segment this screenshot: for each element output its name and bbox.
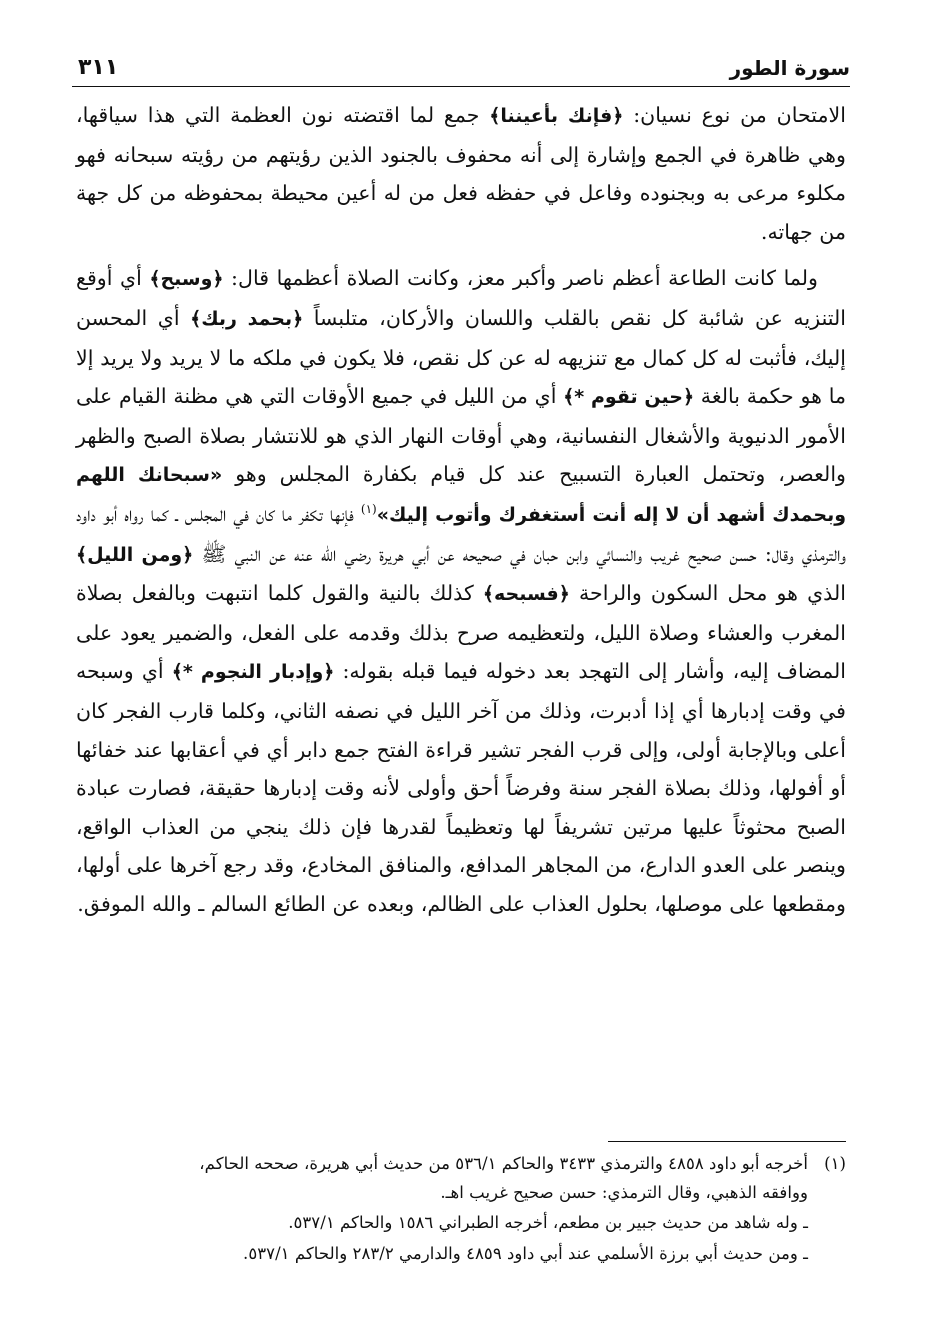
text-run: أي أوقع التنزيه عن شائبة كل نقص بالقلب واللسان والأركان، متلبساً [76, 266, 846, 330]
text-run: الامتحان من نوع نسيان: [623, 103, 846, 127]
quran-quote: ﴿وإدبار النجوم *﴾ [171, 661, 335, 684]
text-run: أي من الليل في جميع الأوقات التي هي مظنة القيام على الأمور الدنيوية والأشغال النفسانية، وهي أوقات النهار الذي هو للانتشار بصلاة الصبح والظهر والعصر، وتحتمل العبارة التسبيح عند كل قيام بكفارة المجلس وهو [76, 384, 847, 487]
text-run: ولما كانت الطاعة أعظم ناصر وأكبر معز، وكانت الصلاة أعظمها قال: [223, 266, 818, 291]
surah-title: سورة الطور [729, 56, 850, 80]
footnote-ref[interactable]: (١) [360, 502, 377, 517]
quran-quote: ﴿فسبحه﴾ [482, 583, 570, 606]
main-text [76, 96, 846, 923]
hadith-quote: «سبحانك اللهم وبحمدك أشهد أن لا إله أنت أستغفرك وأتوب إليك» [76, 464, 847, 526]
footnote-1 [150, 1150, 846, 1207]
footnote-text: أخرجه أبو داود ٤٨٥٨ والترمذي ٣٤٣٣ والحاكم ٥٣٦/١ من حديث أبي هريرة، صححه الحاكم، ووافقه الذهبي، وقال الترمذي: حسن صحيح غريب اهـ. [199, 1154, 808, 1202]
quran-quote: ﴿بحمد ربك﴾ [190, 307, 304, 330]
quran-quote: ﴿حين تقوم *﴾ [563, 386, 695, 409]
page-header [72, 44, 850, 87]
footnote-witness-2: ـ ومن حديث أبي برزة الأسلمي عند أبي داود ٤٨٥٩ والدارمي ٢٨٣/٢ والحاكم ٥٣٧/١. [243, 1243, 808, 1263]
footnote-number: (١) [824, 1154, 846, 1173]
quran-quote: ﴿وسبح﴾ [149, 268, 224, 291]
quran-quote: ﴿فإنك بأعيننا﴾ [489, 105, 624, 127]
page-number: ٣١١ [78, 55, 119, 80]
text-run: جمع لما اقتضته نون العظمة التي هذا سياقها، وهي ظاهرة في الجمع وإشارة إلى أنه محفوف بالجنود الذين رؤيتهم من رؤيته سبحانه فهو مكلوء مرعى به وبجنوده وفاعل في حفظه فعل من له أعين محيطة بمحفوظه من كل جهة من جهاته. [76, 103, 846, 244]
text-run: فإنها تكفر ما كان في المجلس ـ كما رواه أبو داود والترمذي وقال: حسن صحيح غريب والنسائي وابن حبان في صحيحه عن أبي هريرة رضي الله عنه عن النبي ﷺ [76, 501, 846, 566]
text-run: الذي هو محل السكون والراحة [569, 581, 846, 606]
footnotes [150, 1150, 846, 1268]
text-run: أي المحسن إليك، فأثبت له كل كمال مع تنزيهه له عن كل نقص، فلا يكون في ملكه ما لا يريد ولا يريد إلا ما هو حكمة بالغة [76, 305, 846, 409]
footnote-divider [608, 1141, 846, 1142]
paragraph-2 [76, 259, 846, 923]
text-run: أي وسبحه في وقت إدبارها أي إذا أدبرت، وذلك من آخر الليل في نصفه الثاني، وكلما قارب الفجر كان أعلى وبالإجابة أولى، وإلى قرب الفجر تشير قراءة الفتح جمع دابر أي في أعقابها عند خفائها أو أفولها، وذلك بصلاة الفجر سنة وفرضاً أحق وأولى لأنه وقت إدبارها حقيقة، فصارت عبادة الصبح محثوثاً عليها مرتين تشريفاً لها وتعظيماً لقدرها فإن ذلك ينجي من العذاب الواقع، وينصر على العدو الدارع، من المجاهر المدافع، والمنافق المخادع، وقد رجع آخرها على أولها، ومقطعها على موصلها، بحلول العذاب على الظالم، وبعده عن الطائع السالم ـ والله الموفق. [76, 659, 846, 916]
text-run: كذلك بالنية والقول كلما انتبهت وبالفعل بصلاة المغرب والعشاء وصلاة الليل، ولتعظيمه صرح بذلك وقدمه على الفعل، والضمير يعود على المضاف إليه، وأشار إلى التهجد بعد دخوله فيما قبله بقوله: [76, 581, 846, 684]
paragraph-1 [76, 96, 846, 251]
footnote-witness-1: ـ وله شاهد من حديث جبير بن مطعم، أخرجه الطبراني ١٥٨٦ والحاكم ٥٣٧/١. [288, 1213, 808, 1232]
quran-quote: ﴿ومن الليل﴾ [76, 543, 194, 566]
